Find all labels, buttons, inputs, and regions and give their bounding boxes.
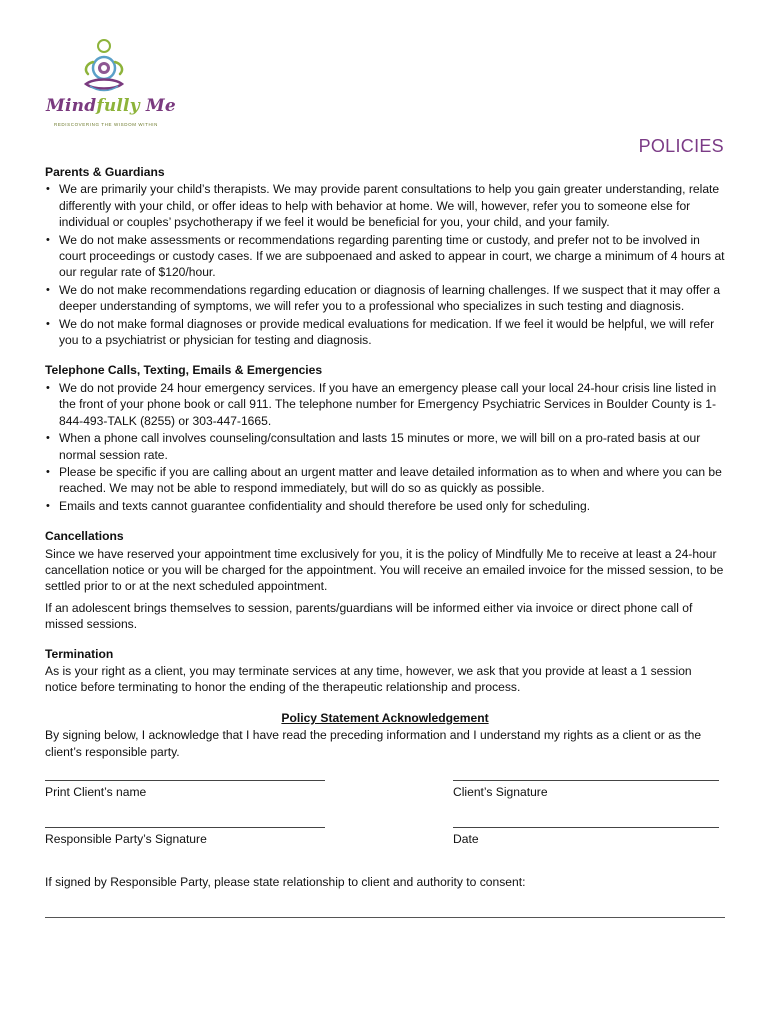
list-item: • Emails and texts cannot guarantee confidentiality and should therefore be used only for scheduling. <box>45 498 725 514</box>
list-item: • Please be specific if you are calling about an urgent matter and leave detailed information as to when and where you can be reached. We may not be able to respond immediately, but will do so as quickly as possible. <box>45 464 725 497</box>
acknowledgement-title: Policy Statement Acknowledgement <box>281 710 489 725</box>
list-item: • We do not make formal diagnoses or provide medical evaluations for medication. If we feel it would be helpful, we will refer you to a psychiatrist or physician for testing and diagnosis. <box>45 316 725 349</box>
adolescent-paragraph: If an adolescent brings themselves to session, parents/guardians will be informed either via invoice or direct phone call of missed sessions. <box>45 600 693 632</box>
client-signature-field[interactable] <box>453 780 719 800</box>
client-name-field[interactable] <box>45 780 325 800</box>
list-item: • We do not provide 24 hour emergency services. If you have an emergency please call your local 24-hour crisis line listed in the front of your phone book or call 911. The telephone number for Emergency Psychiatric Services in Boulder County is 1-844-493-TALK (8255) or 303-447-1665. <box>45 380 725 429</box>
signature-row-1 <box>45 780 725 827</box>
relationship-prompt: If signed by Responsible Party, please state relationship to client and authority to consent: <box>45 875 526 889</box>
party-signature-label: Responsible Party’s Signature <box>45 832 207 846</box>
client-name-label: Print Client’s name <box>45 785 147 799</box>
acknowledgement-paragraph: By signing below, I acknowledge that I have read the preceding information and I understand my rights as a client or as the client’s responsible party. <box>45 728 702 759</box>
client-name-line[interactable] <box>45 780 325 781</box>
list-item: • When a phone call involves counseling/consultation and lasts 15 minutes or more, we will bill on a pro-rated basis at our normal session rate. <box>45 430 725 463</box>
policy-content <box>45 164 725 918</box>
logo-wordmark: Mindfully Me <box>46 96 176 116</box>
section-title-telephone: Telephone Calls, Texting, Emails & Emergencies <box>45 363 323 378</box>
section-title-parents: Parents & Guardians <box>45 165 165 179</box>
client-signature-label: Client’s Signature <box>453 785 548 799</box>
meditating-figure-icon <box>80 38 128 100</box>
relationship-line[interactable] <box>45 917 725 918</box>
list-item: • We do not make assessments or recommendations regarding parenting time or custody, and prefer not to be involved in court proceedings or custody cases. If we are subpoenaed and asked to appear in court, we charge a minimum of 4 hours at our regular rate of $120/hour. <box>45 232 725 281</box>
logo-tagline: REDISCOVERING THE WISDOM WITHIN <box>53 122 159 127</box>
date-field[interactable] <box>453 827 719 847</box>
list-item: • We are primarily your child’s therapists. We may provide parent consultations to help you gain greater understanding, relate differently with your child, or offer ideas to help with behavior at home. We will, however, refer you to someone else for individual or couples’ psychotherapy if we feel it would be beneficial for you, your child, and your family. <box>45 181 725 230</box>
party-signature-line[interactable] <box>45 827 325 828</box>
list-item: • We do not make recommendations regarding education or diagnosis of learning challenges. If we suspect that it may offer a deeper understanding of symptoms, we will refer you to a professional who specializes in such testing and diagnosis. <box>45 282 725 315</box>
termination-paragraph: As is your right as a client, you may terminate services at any time, however, we ask that you provide at least a 1 session notice before terminating to honor the ending of the therapeutic relationship and process. <box>45 663 692 695</box>
client-signature-line[interactable] <box>453 780 719 781</box>
signature-row-2 <box>45 827 725 874</box>
date-label: Date <box>453 832 479 846</box>
section-title-cancellations: Cancellations <box>45 529 124 544</box>
cancellations-paragraph: Since we have reserved your appointment time exclusively for you, it is the policy of Mindfully Me to receive at least a 24-hour cancellation notice or you will be charged for the appointment. You will receive an emailed invoice for the missed session, to be settled prior to or at the next scheduled appointment. <box>45 546 724 594</box>
date-line[interactable] <box>453 827 719 828</box>
section-title-termination: Termination <box>45 646 114 661</box>
page-title: POLICIES <box>638 136 724 156</box>
parents-list <box>45 181 725 348</box>
party-signature-field[interactable] <box>45 827 325 847</box>
telephone-list <box>45 380 725 514</box>
mindfully-me-logo <box>42 38 176 134</box>
